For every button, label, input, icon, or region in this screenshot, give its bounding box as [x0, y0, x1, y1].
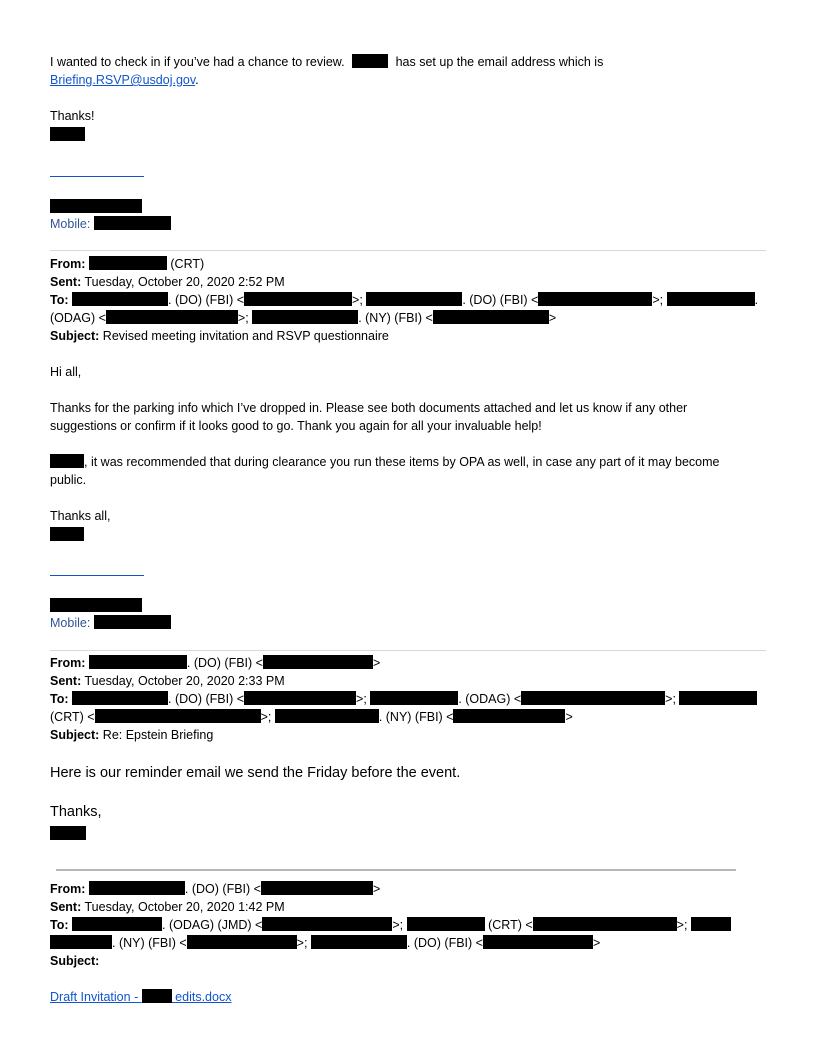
period: . [195, 73, 199, 87]
msg3-sent [50, 898, 285, 916]
divider [56, 869, 736, 871]
signature-redaction [50, 825, 86, 843]
redaction [50, 826, 86, 840]
rsvp-email-link[interactable]: Briefing.RSVP@usdoj.gov [50, 73, 196, 87]
closing: Thanks all, [50, 509, 111, 523]
redaction [244, 691, 356, 705]
to-text: . (NY) (FBI) < [378, 710, 454, 724]
sent-value: Tuesday, October 20, 2020 1:42 PM [84, 900, 285, 914]
redaction [89, 256, 167, 270]
to-text: >; [352, 293, 363, 307]
redaction [262, 917, 392, 931]
redaction [72, 917, 162, 931]
redaction [50, 127, 85, 141]
msg1-to-line2 [50, 309, 556, 327]
sent-label: Sent: [50, 674, 82, 688]
to-text: >; [296, 936, 308, 950]
to-text: . (DO) (FBI) < [168, 692, 245, 706]
signature-rule [50, 575, 144, 576]
to-label: To: [50, 692, 69, 706]
redaction [533, 917, 677, 931]
thanks-text: Thanks! [50, 109, 95, 123]
redaction [72, 691, 168, 705]
to-text: (ODAG) < [50, 311, 106, 325]
msg3-from [50, 880, 380, 898]
to-text: . (DO) (FBI) < [168, 293, 245, 307]
redaction [50, 454, 84, 468]
attachment-text: Draft Invitation - [50, 990, 142, 1004]
signature-redaction [50, 526, 84, 544]
body-paragraph-2 [50, 453, 720, 471]
redaction [521, 691, 665, 705]
to-text: >; [652, 293, 664, 307]
redaction [366, 292, 462, 306]
to-text: . (DO) (FBI) < [406, 936, 483, 950]
attachment-link[interactable] [50, 990, 231, 1004]
subject-value: Re: Epstein Briefing [102, 728, 214, 742]
msg1-subject [50, 327, 389, 345]
msg2-from [50, 654, 380, 672]
signature-redaction [50, 126, 85, 144]
redaction [95, 709, 261, 723]
greeting: Hi all, [50, 365, 82, 379]
redaction [311, 935, 407, 949]
redaction [352, 54, 388, 68]
redaction [483, 935, 593, 949]
closing: Thanks, [50, 804, 102, 820]
body-text: , it was recommended that during clearance you run these items by OPA as well, in case any part of it may become [84, 455, 720, 469]
redaction [407, 917, 485, 931]
from-text: . (DO) (FBI) < [186, 656, 263, 670]
redaction [370, 691, 458, 705]
to-text: > [592, 936, 601, 950]
to-text: >; [260, 710, 272, 724]
to-text: > [548, 311, 557, 325]
redaction [275, 709, 379, 723]
from-label: From: [50, 656, 86, 670]
mobile-line [50, 215, 171, 233]
name-redaction [50, 198, 142, 216]
redaction [244, 292, 352, 306]
to-text: >; [356, 692, 367, 706]
to-text: . (NY) (FBI) < [112, 936, 187, 950]
from-text: > [372, 656, 381, 670]
to-text: >; [392, 918, 404, 932]
msg3-to-line1 [50, 916, 731, 934]
sent-label: Sent: [50, 900, 82, 914]
subject-label: Subject: [50, 954, 100, 968]
redaction [538, 292, 652, 306]
to-text: >; [676, 918, 688, 932]
msg2-sent [50, 672, 285, 690]
redaction [50, 935, 112, 949]
to-text: (CRT) < [488, 918, 533, 932]
intro-text: I wanted to check in if you’ve had a chance to review. [50, 55, 345, 69]
to-text: (CRT) < [50, 710, 95, 724]
redaction [50, 598, 142, 612]
to-text: >; [665, 692, 676, 706]
msg1-sent [50, 273, 285, 291]
intro-text-2: has set up the email address which is [395, 55, 604, 69]
from-label: From: [50, 257, 86, 271]
name-redaction [50, 597, 142, 615]
redaction [433, 310, 549, 324]
redaction [72, 292, 168, 306]
msg2-to-line1 [50, 690, 757, 708]
redaction [187, 935, 297, 949]
redaction [667, 292, 755, 306]
to-text: >; [237, 311, 249, 325]
signature-rule [50, 176, 144, 177]
to-text: . [754, 293, 759, 307]
subject-label: Subject: [50, 728, 100, 742]
to-text: > [565, 710, 573, 724]
from-text: > [372, 882, 381, 896]
msg2-to-line2 [50, 708, 573, 726]
divider [50, 250, 766, 251]
redaction [263, 655, 373, 669]
redaction [89, 655, 187, 669]
body-text: public. [50, 473, 87, 487]
redaction [94, 216, 171, 230]
from-text: . (DO) (FBI) < [184, 882, 261, 896]
body-paragraph: Thanks for the parking info which I’ve dropped in. Please see both documents attached and let us know if any other [50, 401, 688, 415]
subject-label: Subject: [50, 329, 100, 343]
to-label: To: [50, 293, 69, 307]
to-text: . (ODAG) (JMD) < [162, 918, 263, 932]
to-text: . (NY) (FBI) < [358, 311, 433, 325]
msg3-subject [50, 952, 99, 970]
body-paragraph: Here is our reminder email we send the Friday before the event. [50, 765, 461, 781]
mobile-label: Mobile: [50, 217, 91, 231]
subject-value: Revised meeting invitation and RSVP questionnaire [102, 329, 389, 343]
redaction [50, 199, 142, 213]
redaction [261, 881, 373, 895]
redaction [691, 917, 731, 931]
to-text: . (ODAG) < [458, 692, 522, 706]
sent-label: Sent: [50, 275, 82, 289]
redaction [50, 527, 84, 541]
msg2-subject [50, 726, 213, 744]
redaction [142, 989, 172, 1003]
mobile-line [50, 614, 171, 632]
sent-value: Tuesday, October 20, 2020 2:52 PM [84, 275, 285, 289]
attachment-link-line [50, 988, 231, 1006]
from-value: (CRT) [170, 257, 205, 271]
divider [50, 650, 766, 651]
intro-line [50, 53, 603, 71]
from-label: From: [50, 882, 86, 896]
to-label: To: [50, 918, 69, 932]
email-line [50, 71, 199, 89]
mobile-label: Mobile: [50, 616, 91, 630]
redaction [252, 310, 358, 324]
msg1-from [50, 255, 204, 273]
msg1-to-line1 [50, 291, 758, 309]
redaction [453, 709, 565, 723]
msg3-to-line2 [50, 934, 600, 952]
body-paragraph: suggestions or confirm if it looks good to go. Thank you again for all your invaluable help! [50, 419, 542, 433]
redaction [89, 881, 185, 895]
redaction [679, 691, 757, 705]
sent-value: Tuesday, October 20, 2020 2:33 PM [84, 674, 285, 688]
redaction [94, 615, 171, 629]
redaction [106, 310, 238, 324]
to-text: . (DO) (FBI) < [462, 293, 539, 307]
attachment-text: edits.docx [171, 990, 232, 1004]
